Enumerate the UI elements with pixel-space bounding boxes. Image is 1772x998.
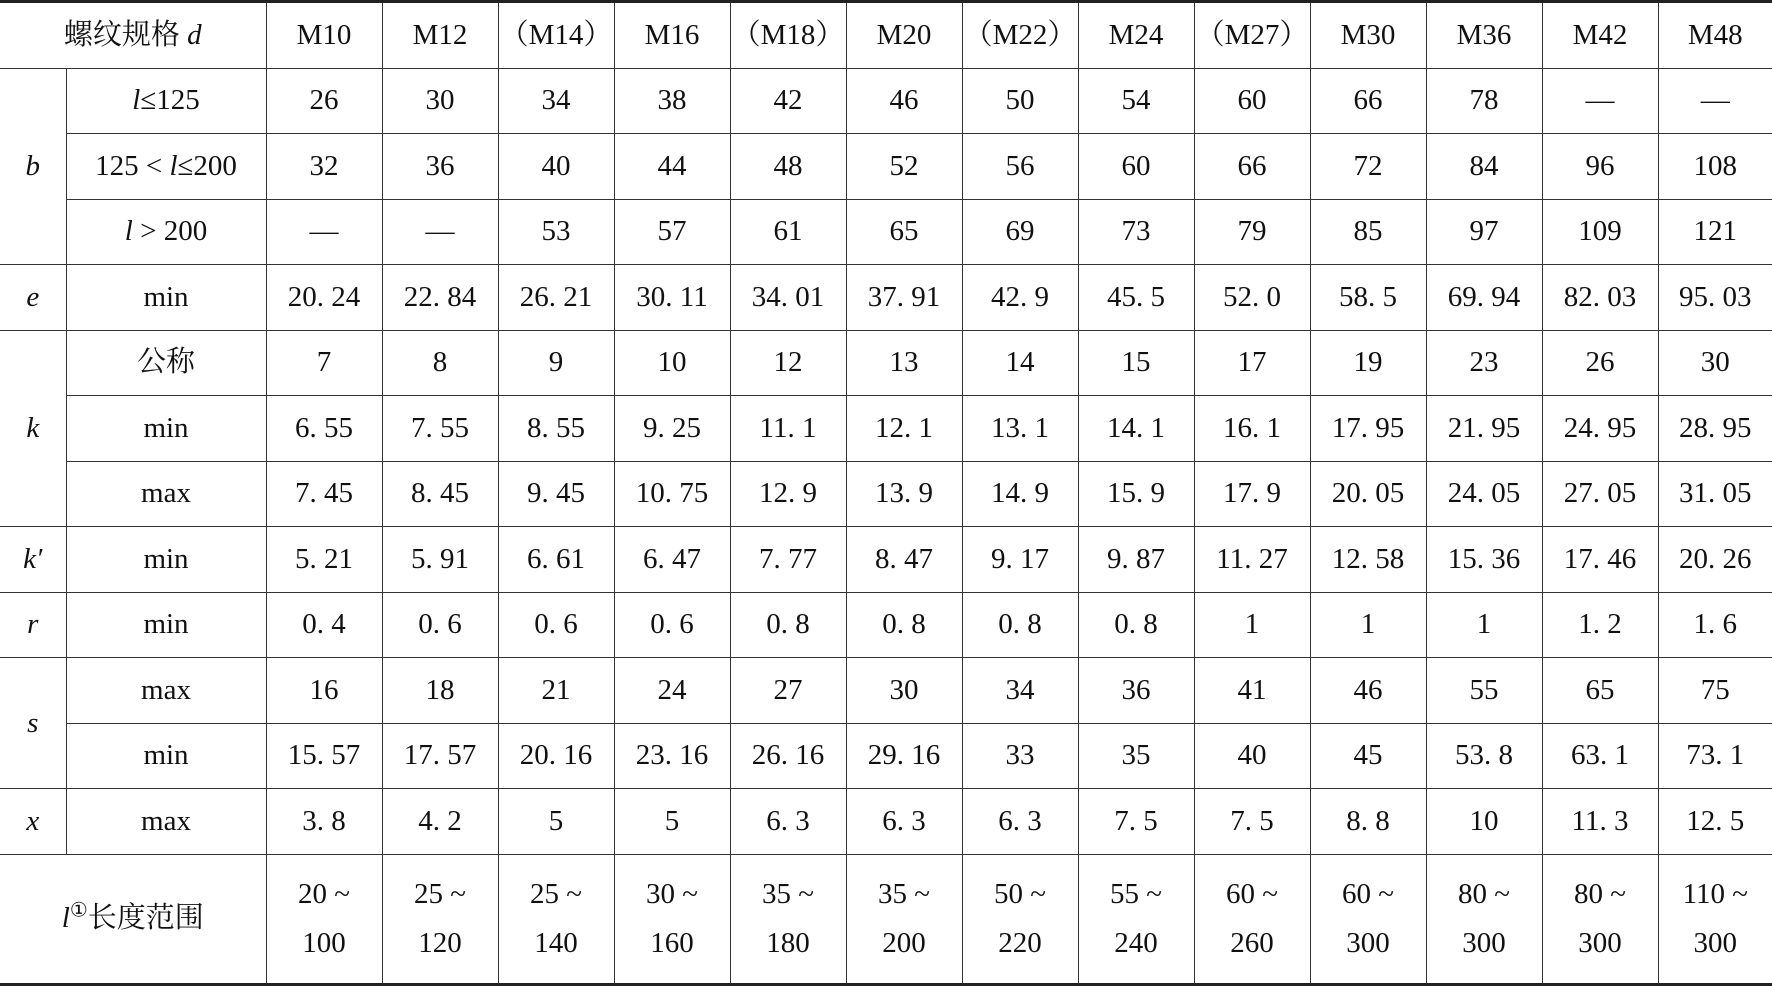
s-label: max — [66, 658, 266, 724]
length-range-from: 50 ~ — [994, 877, 1046, 910]
length-range-to: 100 — [302, 926, 346, 959]
b-value: 66 — [1194, 134, 1310, 200]
k-value: 20. 05 — [1310, 461, 1426, 527]
length-range-from: 25 ~ — [414, 877, 466, 910]
e-value: 82. 03 — [1542, 265, 1658, 331]
k-value: 30 — [1658, 330, 1772, 396]
k-value: 19 — [1310, 330, 1426, 396]
s-value: 35 — [1078, 723, 1194, 789]
k-row — [0, 461, 1772, 527]
s-value: 65 — [1542, 658, 1658, 724]
k-prime-value: 11. 27 — [1194, 527, 1310, 593]
k-prime-value: 8. 47 — [846, 527, 962, 593]
b-value: 60 — [1078, 134, 1194, 200]
x-value: 5 — [614, 789, 730, 855]
length-range-to: 200 — [882, 926, 926, 959]
x-value: 11. 3 — [1542, 789, 1658, 855]
length-range-cell — [846, 854, 962, 984]
k-value: 31. 05 — [1658, 461, 1772, 527]
length-range-to: 140 — [534, 926, 578, 959]
r-value: 1. 2 — [1542, 592, 1658, 658]
b-condition-pre: 125 < — [95, 149, 170, 182]
k-value: 6. 55 — [266, 396, 382, 462]
k-prime-row — [0, 527, 1772, 593]
b-value: 109 — [1542, 199, 1658, 265]
length-range-label-cell — [0, 854, 266, 984]
k-prime-value: 6. 47 — [614, 527, 730, 593]
length-range-from: 30 ~ — [646, 877, 698, 910]
x-value: 12. 5 — [1658, 789, 1772, 855]
b-value: — — [1542, 68, 1658, 134]
s-value: 18 — [382, 658, 498, 724]
r-value: 1 — [1426, 592, 1542, 658]
x-value: 7. 5 — [1078, 789, 1194, 855]
b-value: 53 — [498, 199, 614, 265]
b-value: 32 — [266, 134, 382, 200]
length-range-row — [0, 854, 1772, 984]
r-value: 0. 6 — [498, 592, 614, 658]
thread-size-header: M12 — [382, 2, 498, 69]
x-value: 6. 3 — [846, 789, 962, 855]
thread-size-header: （M18） — [730, 2, 846, 69]
s-value: 21 — [498, 658, 614, 724]
length-range-from: 110 ~ — [1682, 877, 1748, 910]
b-condition — [66, 68, 266, 134]
x-value: 4. 2 — [382, 789, 498, 855]
b-condition — [66, 134, 266, 200]
b-value: 121 — [1658, 199, 1772, 265]
length-range-to: 260 — [1230, 926, 1274, 959]
k-value: 10 — [614, 330, 730, 396]
s-value: 41 — [1194, 658, 1310, 724]
b-value: 69 — [962, 199, 1078, 265]
k-value: 8. 45 — [382, 461, 498, 527]
k-value: 21. 95 — [1426, 396, 1542, 462]
length-range-note: ① — [69, 899, 88, 922]
b-value: 48 — [730, 134, 846, 200]
s-value: 17. 57 — [382, 723, 498, 789]
b-symbol: b — [0, 68, 66, 265]
k-value: 12 — [730, 330, 846, 396]
b-value: 42 — [730, 68, 846, 134]
s-value: 46 — [1310, 658, 1426, 724]
x-value: 8. 8 — [1310, 789, 1426, 855]
length-range-cell — [962, 854, 1078, 984]
k-value: 24. 05 — [1426, 461, 1542, 527]
length-range-cell — [1194, 854, 1310, 984]
x-value: 3. 8 — [266, 789, 382, 855]
k-value: 15 — [1078, 330, 1194, 396]
b-value: 52 — [846, 134, 962, 200]
r-value: 1 — [1194, 592, 1310, 658]
length-range-to: 160 — [650, 926, 694, 959]
k-value: 7 — [266, 330, 382, 396]
b-value: 72 — [1310, 134, 1426, 200]
length-range-from: 60 ~ — [1226, 877, 1278, 910]
e-value: 37. 91 — [846, 265, 962, 331]
length-range-cell — [730, 854, 846, 984]
b-condition-var: l — [132, 84, 141, 117]
k-symbol: k — [0, 330, 66, 527]
x-value: 7. 5 — [1194, 789, 1310, 855]
b-value: 54 — [1078, 68, 1194, 134]
e-value: 34. 01 — [730, 265, 846, 331]
b-condition — [66, 199, 266, 265]
b-value: — — [266, 199, 382, 265]
k-row — [0, 396, 1772, 462]
e-value: 69. 94 — [1426, 265, 1542, 331]
k-value: 9. 45 — [498, 461, 614, 527]
k-value: 14. 9 — [962, 461, 1078, 527]
k-value: 17 — [1194, 330, 1310, 396]
length-range-from: 35 ~ — [878, 877, 930, 910]
s-value: 75 — [1658, 658, 1772, 724]
e-label: min — [66, 265, 266, 331]
r-value: 0. 8 — [846, 592, 962, 658]
thread-size-header: M36 — [1426, 2, 1542, 69]
s-value: 30 — [846, 658, 962, 724]
b-value: 44 — [614, 134, 730, 200]
b-value: 96 — [1542, 134, 1658, 200]
r-value: 0. 6 — [382, 592, 498, 658]
x-value: 10 — [1426, 789, 1542, 855]
r-value: 0. 8 — [962, 592, 1078, 658]
e-symbol: e — [0, 265, 66, 331]
length-range-cell — [1658, 854, 1772, 984]
b-value: 61 — [730, 199, 846, 265]
r-value: 1. 6 — [1658, 592, 1772, 658]
b-row — [0, 199, 1772, 265]
length-range-cell — [498, 854, 614, 984]
x-value: 6. 3 — [730, 789, 846, 855]
thread-size-header: M48 — [1658, 2, 1772, 69]
b-value: 65 — [846, 199, 962, 265]
k-value: 13. 9 — [846, 461, 962, 527]
length-range-from: 80 ~ — [1458, 877, 1510, 910]
s-value: 45 — [1310, 723, 1426, 789]
k-value: 17. 95 — [1310, 396, 1426, 462]
k-value: 27. 05 — [1542, 461, 1658, 527]
length-range-to: 220 — [998, 926, 1042, 959]
thread-size-header: （M27） — [1194, 2, 1310, 69]
header-var: d — [187, 18, 202, 51]
length-range-cell — [382, 854, 498, 984]
k-label: min — [66, 396, 266, 462]
e-value: 26. 21 — [498, 265, 614, 331]
length-range-cell — [266, 854, 382, 984]
length-range-label: 长度范围 — [87, 902, 204, 935]
x-value: 5 — [498, 789, 614, 855]
length-range-cell — [1426, 854, 1542, 984]
k-value: 11. 1 — [730, 396, 846, 462]
length-range-to: 240 — [1114, 926, 1158, 959]
b-row — [0, 134, 1772, 200]
b-value: 66 — [1310, 68, 1426, 134]
k-value: 7. 55 — [382, 396, 498, 462]
s-value: 26. 16 — [730, 723, 846, 789]
length-range-symbol: l — [61, 902, 70, 935]
s-value: 23. 16 — [614, 723, 730, 789]
r-value: 0. 4 — [266, 592, 382, 658]
e-row — [0, 265, 1772, 331]
s-value: 73. 1 — [1658, 723, 1772, 789]
k-value: 13 — [846, 330, 962, 396]
length-range-to: 300 — [1346, 926, 1390, 959]
k-value: 10. 75 — [614, 461, 730, 527]
b-value: 40 — [498, 134, 614, 200]
k-value: 8 — [382, 330, 498, 396]
r-value: 0. 8 — [1078, 592, 1194, 658]
b-value: — — [1658, 68, 1772, 134]
b-value: 108 — [1658, 134, 1772, 200]
thread-size-header: M24 — [1078, 2, 1194, 69]
k-prime-label: min — [66, 527, 266, 593]
length-range-from: 80 ~ — [1574, 877, 1626, 910]
length-range-cell — [614, 854, 730, 984]
length-range-from: 20 ~ — [298, 877, 350, 910]
thread-size-header: （M22） — [962, 2, 1078, 69]
length-range-from: 25 ~ — [530, 877, 582, 910]
b-value: 36 — [382, 134, 498, 200]
b-value: 38 — [614, 68, 730, 134]
s-value: 20. 16 — [498, 723, 614, 789]
s-value: 34 — [962, 658, 1078, 724]
k-value: 23 — [1426, 330, 1542, 396]
k-value: 16. 1 — [1194, 396, 1310, 462]
s-value: 40 — [1194, 723, 1310, 789]
header-row — [0, 2, 1772, 69]
length-range-from: 55 ~ — [1110, 877, 1162, 910]
k-value: 9 — [498, 330, 614, 396]
k-value: 15. 9 — [1078, 461, 1194, 527]
r-value: 0. 8 — [730, 592, 846, 658]
r-row — [0, 592, 1772, 658]
k-value: 26 — [1542, 330, 1658, 396]
thread-size-header: M42 — [1542, 2, 1658, 69]
k-value: 28. 95 — [1658, 396, 1772, 462]
b-value: 97 — [1426, 199, 1542, 265]
r-value: 0. 6 — [614, 592, 730, 658]
s-value: 27 — [730, 658, 846, 724]
x-row — [0, 789, 1772, 855]
e-value: 20. 24 — [266, 265, 382, 331]
k-prime-value: 6. 61 — [498, 527, 614, 593]
thread-size-header: M20 — [846, 2, 962, 69]
e-value: 95. 03 — [1658, 265, 1772, 331]
b-condition-var: l — [124, 215, 133, 248]
b-value: 84 — [1426, 134, 1542, 200]
k-prime-value: 5. 91 — [382, 527, 498, 593]
s-value: 53. 8 — [1426, 723, 1542, 789]
k-value: 14 — [962, 330, 1078, 396]
e-value: 30. 11 — [614, 265, 730, 331]
s-value: 24 — [614, 658, 730, 724]
k-prime-value: 12. 58 — [1310, 527, 1426, 593]
b-value: 46 — [846, 68, 962, 134]
length-range-from: 60 ~ — [1342, 877, 1394, 910]
s-symbol: s — [0, 658, 66, 789]
length-range-to: 300 — [1578, 926, 1622, 959]
length-range-to: 120 — [418, 926, 462, 959]
s-value: 15. 57 — [266, 723, 382, 789]
k-prime-value: 9. 17 — [962, 527, 1078, 593]
length-range-from: 35 ~ — [762, 877, 814, 910]
b-value: 79 — [1194, 199, 1310, 265]
length-range-to: 300 — [1462, 926, 1506, 959]
s-value: 36 — [1078, 658, 1194, 724]
s-value: 33 — [962, 723, 1078, 789]
k-prime-value: 15. 36 — [1426, 527, 1542, 593]
r-value: 1 — [1310, 592, 1426, 658]
b-value: 57 — [614, 199, 730, 265]
length-range-cell — [1310, 854, 1426, 984]
k-prime-value: 7. 77 — [730, 527, 846, 593]
length-range-to: 180 — [766, 926, 810, 959]
k-prime-value: 9. 87 — [1078, 527, 1194, 593]
k-value: 12. 9 — [730, 461, 846, 527]
s-value: 16 — [266, 658, 382, 724]
k-prime-value: 17. 46 — [1542, 527, 1658, 593]
k-row — [0, 330, 1772, 396]
s-value: 55 — [1426, 658, 1542, 724]
b-value: 85 — [1310, 199, 1426, 265]
k-value: 13. 1 — [962, 396, 1078, 462]
k-value: 24. 95 — [1542, 396, 1658, 462]
k-prime-value: 5. 21 — [266, 527, 382, 593]
b-value: 56 — [962, 134, 1078, 200]
k-value: 8. 55 — [498, 396, 614, 462]
x-value: 6. 3 — [962, 789, 1078, 855]
s-value: 29. 16 — [846, 723, 962, 789]
e-value: 45. 5 — [1078, 265, 1194, 331]
r-symbol: r — [0, 592, 66, 658]
k-label: max — [66, 461, 266, 527]
b-value: 30 — [382, 68, 498, 134]
b-value: 50 — [962, 68, 1078, 134]
s-row — [0, 658, 1772, 724]
b-value: 26 — [266, 68, 382, 134]
b-condition-post: ≤125 — [140, 84, 200, 117]
e-value: 58. 5 — [1310, 265, 1426, 331]
b-row — [0, 68, 1772, 134]
thread-size-header: M30 — [1310, 2, 1426, 69]
x-symbol: x — [0, 789, 66, 855]
s-value: 63. 1 — [1542, 723, 1658, 789]
thread-size-header: M16 — [614, 2, 730, 69]
b-condition-var: l — [169, 149, 178, 182]
length-range-to: 300 — [1693, 926, 1738, 959]
k-value: 7. 45 — [266, 461, 382, 527]
thread-size-header: （M14） — [498, 2, 614, 69]
length-range-cell — [1078, 854, 1194, 984]
k-value: 17. 9 — [1194, 461, 1310, 527]
header-label-cell — [0, 2, 266, 69]
b-value: 73 — [1078, 199, 1194, 265]
thread-size-header: M10 — [266, 2, 382, 69]
k-value: 14. 1 — [1078, 396, 1194, 462]
b-value: — — [382, 199, 498, 265]
s-row — [0, 723, 1772, 789]
b-condition-post: > 200 — [132, 215, 208, 248]
e-value: 22. 84 — [382, 265, 498, 331]
b-value: 78 — [1426, 68, 1542, 134]
k-label: 公称 — [66, 330, 266, 396]
header-label: 螺纹规格 — [63, 18, 180, 51]
b-value: 34 — [498, 68, 614, 134]
k-prime-symbol: k′ — [0, 527, 66, 593]
s-label: min — [66, 723, 266, 789]
length-range-cell — [1542, 854, 1658, 984]
r-label: min — [66, 592, 266, 658]
b-value: 60 — [1194, 68, 1310, 134]
k-prime-value: 20. 26 — [1658, 527, 1772, 593]
e-value: 42. 9 — [962, 265, 1078, 331]
k-value: 12. 1 — [846, 396, 962, 462]
k-value: 9. 25 — [614, 396, 730, 462]
b-condition-post: ≤200 — [177, 149, 237, 182]
e-value: 52. 0 — [1194, 265, 1310, 331]
x-label: max — [66, 789, 266, 855]
